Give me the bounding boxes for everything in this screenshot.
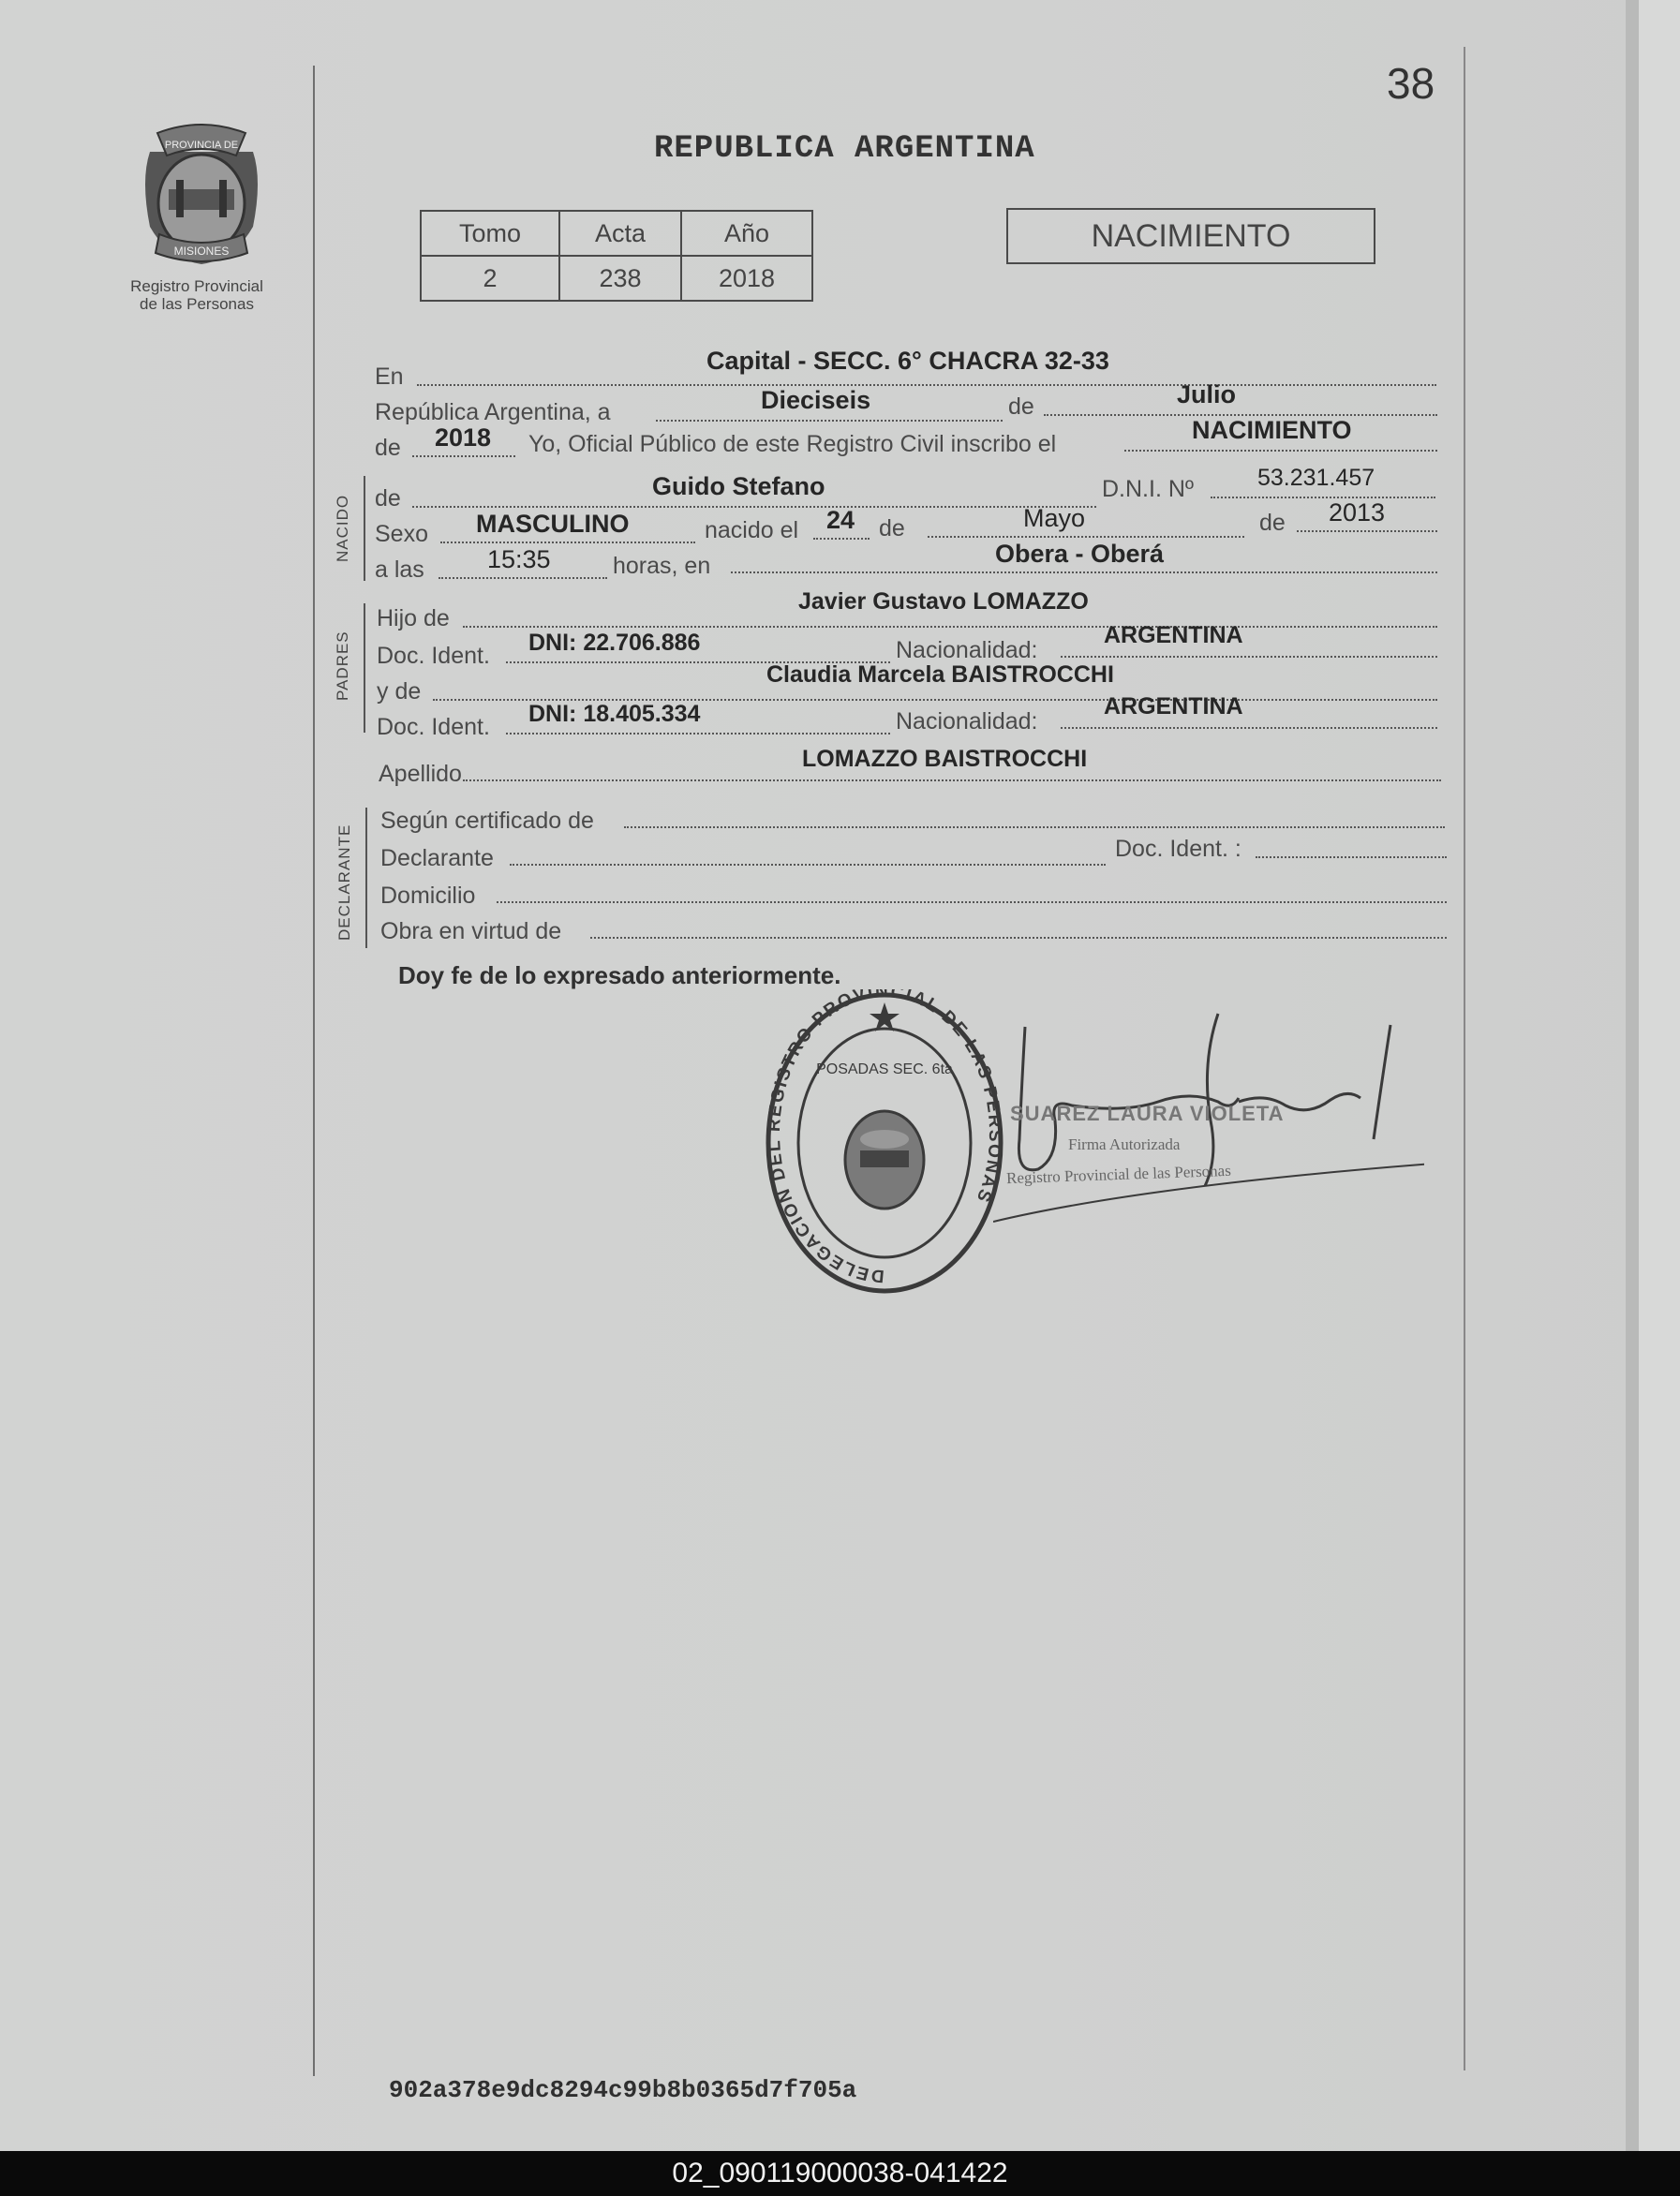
- label-en: En: [375, 364, 404, 390]
- dotted-line: [510, 864, 1106, 866]
- signature-stamp-role: Firma Autorizada: [1068, 1135, 1181, 1153]
- label-obra-en-virtud: Obra en virtud de: [380, 918, 562, 944]
- value-nacimiento-dia: 24: [826, 506, 855, 534]
- footer-filename: 02_090119000038-041422: [672, 2158, 1008, 2189]
- label-hijo-de: Hijo de: [377, 605, 450, 631]
- dotted-line: [813, 538, 870, 540]
- dotted-line: [417, 384, 1436, 386]
- label-de-nombre: de: [375, 485, 401, 512]
- label-declarante-doc: Doc. Ident. :: [1115, 836, 1241, 862]
- value-dni: 53.231.457: [1257, 465, 1375, 491]
- value-sexo: MASCULINO: [476, 510, 630, 538]
- value-tomo: 2: [421, 256, 559, 301]
- label-y-de: y de: [377, 678, 422, 705]
- dotted-line: [1256, 856, 1447, 858]
- value-inscripcion: NACIMIENTO: [1192, 416, 1352, 444]
- closing-statement: Doy fe de lo expresado anteriormente.: [398, 961, 841, 989]
- record-type-box: NACIMIENTO: [1006, 208, 1375, 264]
- dotted-line: [440, 542, 695, 543]
- document-title: REPUBLICA ARGENTINA: [654, 131, 1035, 167]
- svg-text:PROVINCIA DE: PROVINCIA DE: [164, 140, 239, 151]
- svg-text:MISIONES: MISIONES: [173, 245, 230, 258]
- value-madre-doc: DNI: 18.405.334: [528, 701, 701, 727]
- label-nacido-el: nacido el: [705, 517, 799, 543]
- header-acta: Acta: [559, 211, 681, 256]
- label-yo-oficial: Yo, Oficial Público de este Registro Civil inscribo el: [528, 431, 1057, 457]
- record-table: [420, 210, 813, 302]
- label-de-mes: de: [1008, 393, 1034, 420]
- label-nacionalidad-padre: Nacionalidad:: [896, 637, 1038, 663]
- value-nacimiento-mes: Mayo: [1023, 504, 1086, 532]
- dotted-line: [1211, 497, 1435, 498]
- dotted-line: [731, 571, 1437, 573]
- value-anio-inscripcion: 2018: [435, 423, 492, 452]
- label-de-anio: de: [375, 435, 401, 461]
- page-edge-shadow: [1626, 0, 1639, 2151]
- dotted-line: [463, 626, 1437, 628]
- svg-text:DELEGACIÓN DEL REGISTRO PROVIN: DELEGACIÓN DEL REGISTRO PROVINCIAL DE LAS PERSONAS: [765, 989, 1004, 1286]
- label-sexo: Sexo: [375, 521, 428, 547]
- dotted-line: [656, 420, 1003, 422]
- dotted-line: [1297, 530, 1437, 532]
- label-horas-en: horas, en: [613, 553, 711, 579]
- section-label-nacido: NACIDO: [334, 494, 351, 562]
- section-bracket: [364, 476, 365, 581]
- svg-text:POSADAS SEC. 6ta: POSADAS SEC. 6ta: [816, 1061, 953, 1077]
- value-padre-nacionalidad: ARGENTINA: [1104, 622, 1243, 648]
- dotted-line: [497, 901, 1447, 903]
- label-republica: República Argentina, a: [375, 399, 611, 425]
- label-dni: D.N.I. Nº: [1102, 476, 1195, 502]
- label-doc-madre: Doc. Ident.: [377, 714, 490, 740]
- header-tomo: Tomo: [421, 211, 559, 256]
- label-a-las: a las: [375, 556, 424, 583]
- left-margin-line: [313, 66, 315, 2076]
- dotted-line: [1061, 727, 1437, 729]
- province-emblem: [131, 124, 272, 278]
- dotted-line: [928, 536, 1244, 538]
- section-label-declarante: DECLARANTE: [335, 824, 353, 941]
- label-declarante: Declarante: [380, 845, 494, 871]
- value-padre: Javier Gustavo LOMAZZO: [798, 588, 1089, 615]
- dotted-line: [412, 506, 1096, 508]
- label-segun-certificado: Según certificado de: [380, 808, 594, 834]
- dotted-line: [412, 455, 515, 457]
- label-de-anio-nac: de: [1259, 510, 1286, 536]
- dotted-line: [1061, 656, 1437, 658]
- section-bracket: [364, 603, 365, 733]
- value-mes: Julio: [1177, 380, 1237, 408]
- label-nacionalidad-madre: Nacionalidad:: [896, 708, 1038, 734]
- section-label-padres: PADRES: [334, 631, 351, 701]
- dotted-line: [1124, 450, 1437, 452]
- section-bracket: [365, 808, 367, 948]
- page-number: 38: [1387, 59, 1435, 108]
- footer-filename-bar: [0, 2151, 1680, 2196]
- value-acta: 238: [559, 256, 681, 301]
- value-anio: 2018: [681, 256, 812, 301]
- logo-caption: Registro Provincial de las Personas: [130, 277, 263, 313]
- value-hora: 15:35: [487, 545, 551, 573]
- value-madre: Claudia Marcela BAISTROCCHI: [766, 661, 1114, 688]
- page-edge: [1639, 0, 1680, 2151]
- value-lugar: Capital - SECC. 6° CHACRA 32-33: [706, 347, 1109, 375]
- value-apellido: LOMAZZO BAISTROCCHI: [802, 746, 1088, 772]
- label-apellido: Apellido: [379, 761, 462, 787]
- signature-stamp-office: Registro Provincial de las Personas: [1005, 1161, 1232, 1188]
- value-nombre: Guido Stefano: [652, 472, 825, 500]
- label-doc-padre: Doc. Ident.: [377, 643, 490, 669]
- dotted-line: [506, 733, 890, 734]
- signature-stamp-name: SUAREZ LAURA VIOLETA: [1010, 1102, 1285, 1125]
- value-nacimiento-anio: 2013: [1329, 498, 1386, 527]
- dotted-line: [463, 779, 1441, 781]
- dotted-line: [624, 826, 1445, 828]
- label-domicilio: Domicilio: [380, 883, 476, 909]
- dotted-line: [439, 577, 607, 579]
- right-margin-line: [1464, 47, 1465, 2070]
- header-anio: Año: [681, 211, 812, 256]
- label-de-mes-nac: de: [879, 515, 905, 542]
- dotted-line: [590, 937, 1447, 939]
- document-hash: 902a378e9dc8294c99b8b0365d7f705a: [389, 2076, 857, 2104]
- value-lugar-nacimiento: Obera - Oberá: [995, 540, 1165, 568]
- value-dia: Dieciseis: [761, 386, 871, 414]
- value-padre-doc: DNI: 22.706.886: [528, 630, 701, 656]
- official-seal: [765, 989, 1004, 1301]
- value-madre-nacionalidad: ARGENTINA: [1104, 693, 1243, 720]
